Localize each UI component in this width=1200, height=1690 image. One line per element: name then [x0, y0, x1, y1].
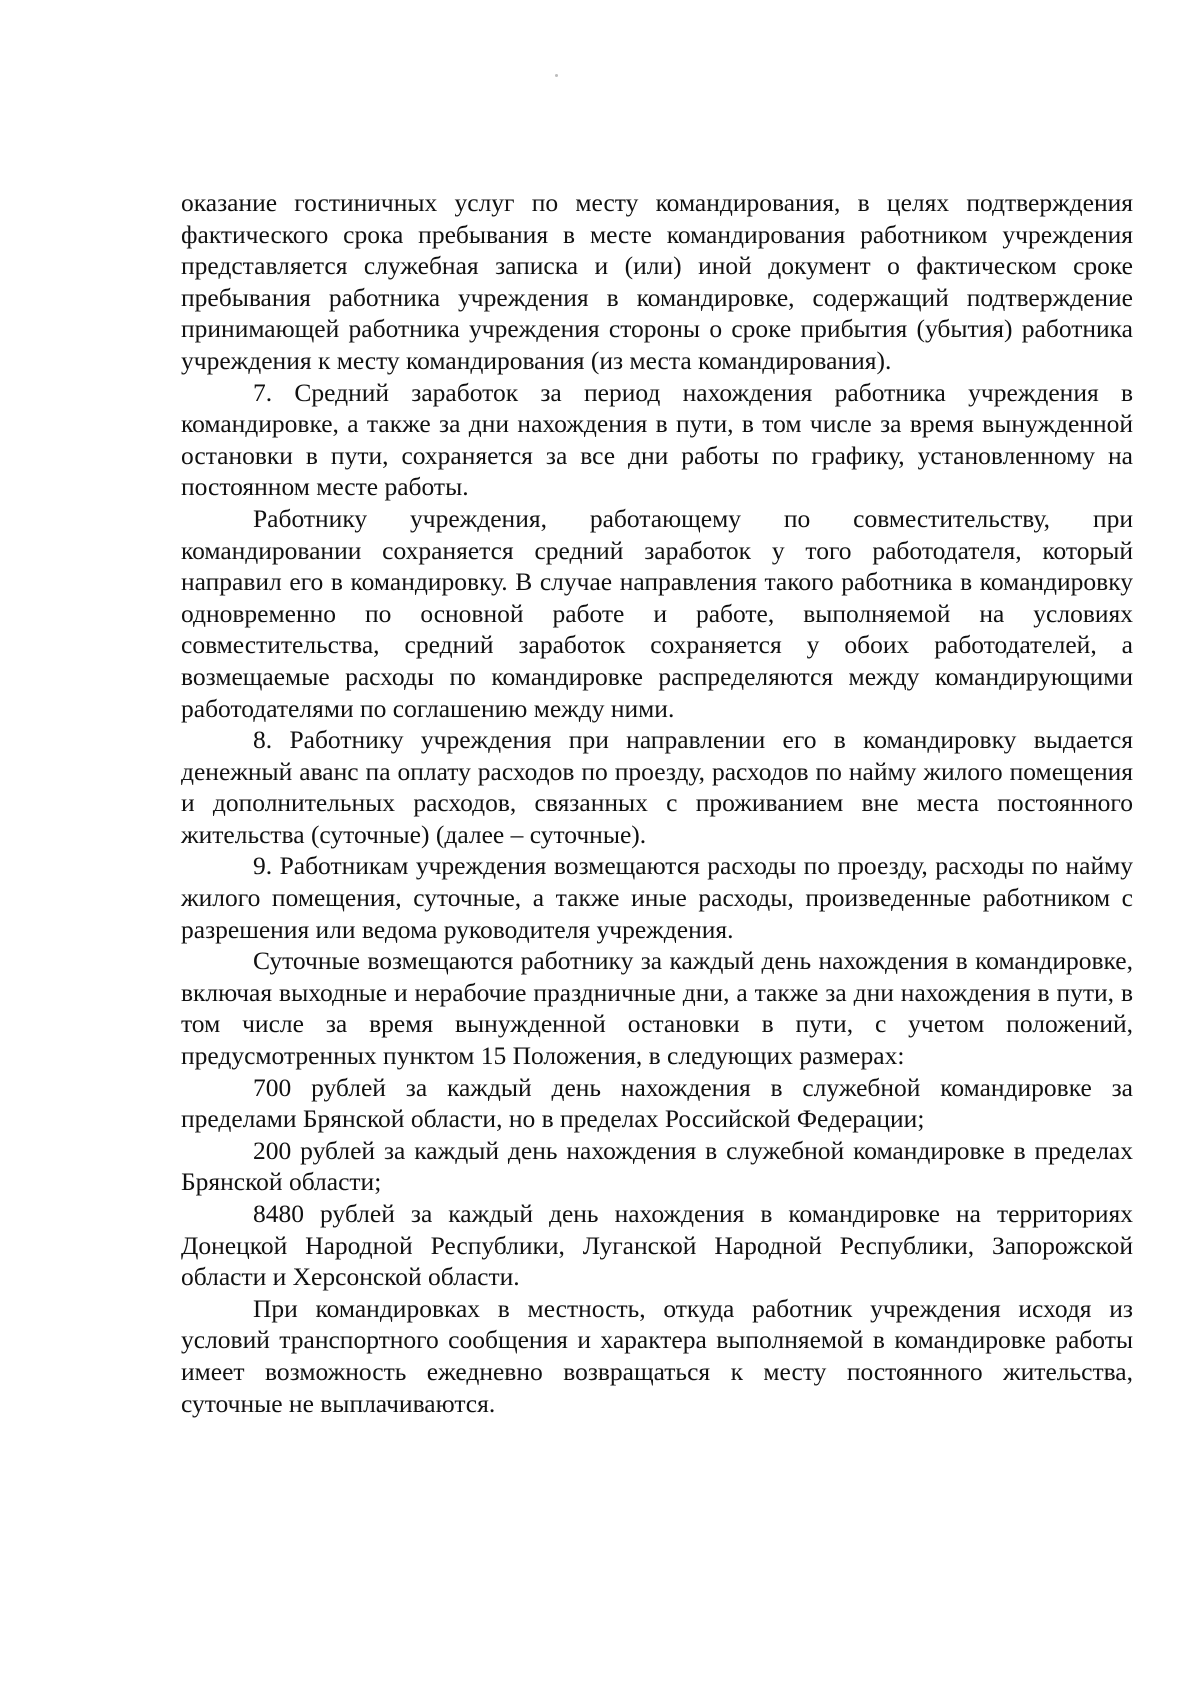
document-body	[181, 187, 1133, 1419]
paragraph-hotel-confirmation: оказание гостиничных услуг по месту командирования, в целях подтверждения фактического срока пребывания в месте командирования работником учреждения представляется служебная записка и (или) иной документ о фактическом сроке пребывания работника учреждения в командировке, содержащий подтверждение принимающей работника учреждения стороны о сроке прибытия (убытия) работника учреждения к месту командирования (из места командирования).	[181, 188, 1133, 375]
paragraph-daily-return-exception: При командировках в местность, откуда работник учреждения исходя из условий транспортного сообщения и характера выполняемой в командировке работы имеет возможность ежедневно возвращаться к месту постоянного жительства, суточные не выплачиваются.	[181, 1293, 1133, 1418]
paragraph-8-cash-advance: 8. Работнику учреждения при направлении его в командировку выдается денежный аванс па оплату расходов по проезду, расходов по найму жилого помещения и дополнительных расходов, связанных с проживанием вне места постоянного жительства (суточные) (далее – суточные).	[181, 725, 1133, 849]
paragraph-per-diem-200: 200 рублей за каждый день нахождения в служебной командировке в пределах Брянской области;	[181, 1135, 1133, 1197]
paragraph-9-expense-reimbursement: 9. Работникам учреждения возмещаются расходы по проезду, расходы по найму жилого помещения, суточные, а также иные расходы, произведенные работником с разрешения или ведома руководителя учреждения.	[181, 851, 1133, 944]
paragraph-per-diem-8480: 8480 рублей за каждый день нахождения в командировке на территориях Донецкой Народной Республики, Луганской Народной Республики, Запорожской области и Херсонской области.	[181, 1199, 1133, 1292]
scan-speck	[555, 74, 558, 77]
paragraph-per-diem-700: 700 рублей за каждый день нахождения в служебной командировке за пределами Брянской области, но в пределах Российской Федерации;	[181, 1072, 1133, 1134]
paragraph-per-diem-intro: Суточные возмещаются работнику за каждый день нахождения в командировке, включая выходные и нерабочие праздничные дни, а также за дни нахождения в пути, в том числе за время вынужденной остановки в пути, с учетом положений, предусмотренных пунктом 15 Положения, в следующих размерах:	[181, 946, 1133, 1071]
paragraph-7-average-earnings: 7. Средний заработок за период нахождения работника учреждения в командировке, а также за дни нахождения в пути, в том числе за время вынужденной остановки в пути, сохраняется за все дни работы по графику, установленному на постоянном месте работы.	[181, 377, 1133, 502]
paragraph-part-time-workers: Работнику учреждения, работающему по совместительству, при командировании сохраняется средний заработок у того работодателя, который направил его в командировку. В случае направления такого работника в командировку одновременно по основной работе и работе, выполняемой на условиях совместительства, средний заработок сохраняется у обоих работодателей, а возмещаемые расходы по командировке распределяются между командирующими работодателями по соглашению между ними.	[181, 503, 1133, 723]
